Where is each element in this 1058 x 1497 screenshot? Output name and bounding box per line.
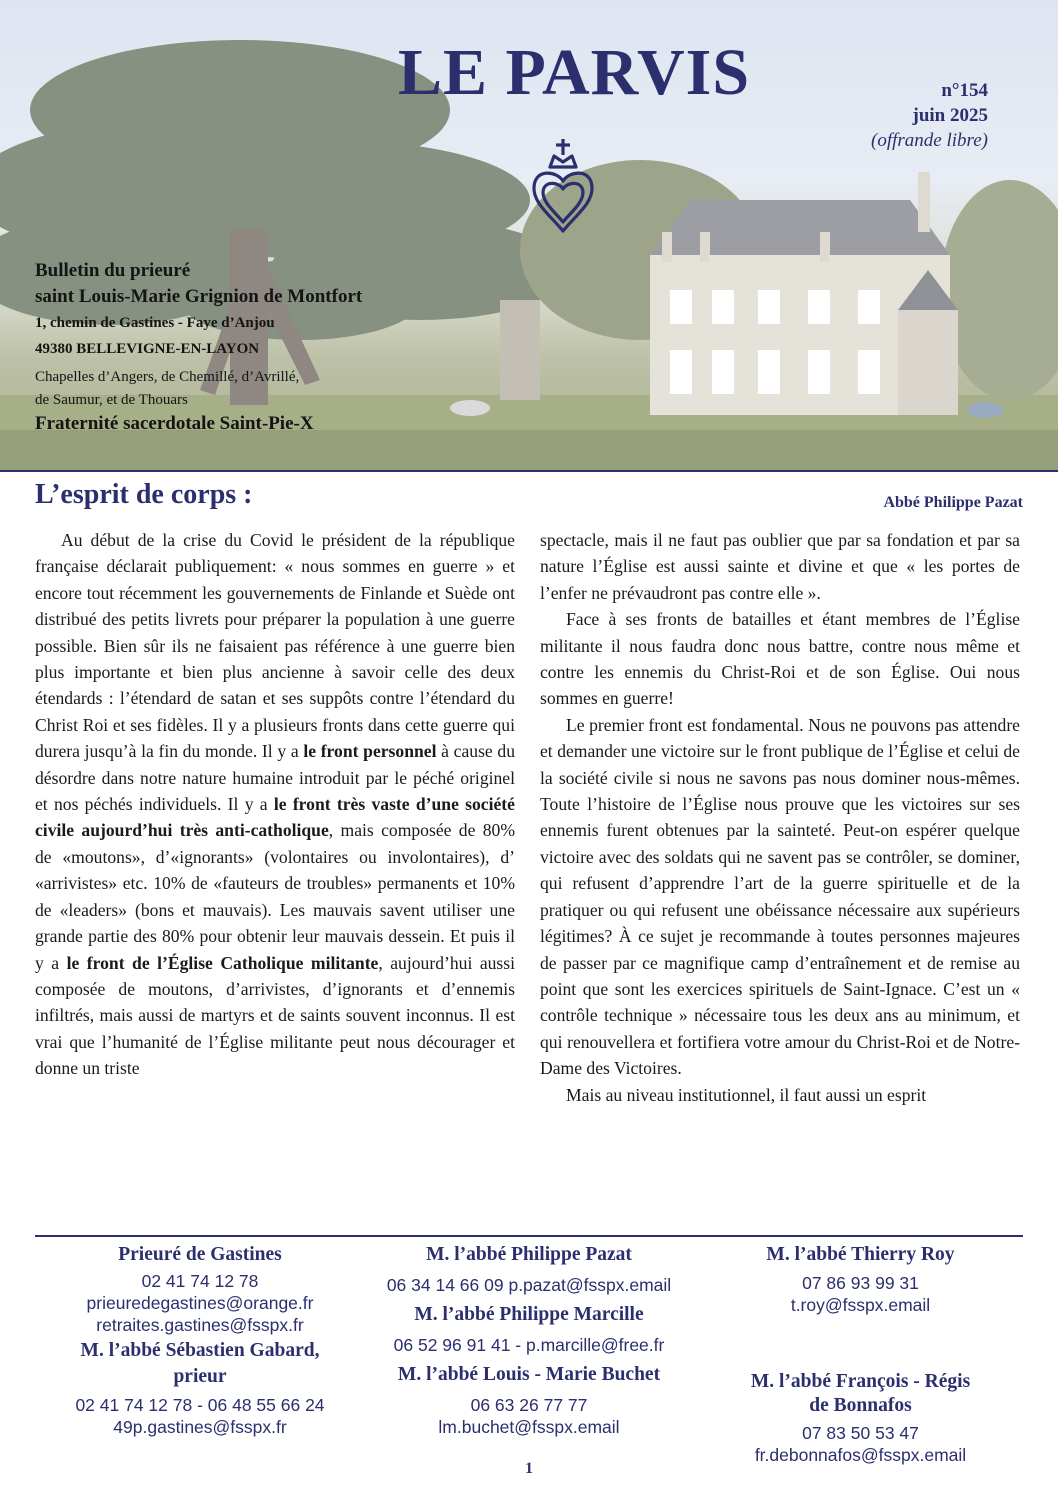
header-banner [0,0,1058,470]
masthead-title: LE PARVIS [398,36,751,109]
bold-phrase: le front personnel [303,741,437,762]
footer-divider [35,1235,1023,1237]
footer-contact-priory [35,1242,365,1438]
contact-name: M. l’abbé Sébastien Gabard, [80,1340,320,1361]
contact-phone: 07 86 93 99 31 [802,1273,919,1293]
contact-email[interactable]: lm.buchet@fsspx.email [438,1417,620,1437]
contact-phone: 02 41 74 12 78 - 06 48 55 66 24 [75,1395,325,1415]
contact-name: M. l’abbé Philippe Marcille [414,1304,644,1325]
bold-phrase: le front de l’Église Catholique militante [66,952,379,973]
contact-name: M. l’abbé Thierry Roy [766,1244,955,1265]
issue-number: n°154 [941,80,988,101]
issue-info [871,78,988,153]
bold-phrase: le front très vaste d’une société civile aujourd’hui très anti-catholique [35,794,515,841]
contact-email[interactable]: 49p.gastines@fsspx.fr [113,1417,287,1437]
contact-email[interactable]: t.roy@fsspx.email [790,1295,931,1315]
contact-details: 06 34 14 66 09 p.pazat@fsspx.email [386,1275,672,1295]
priory-name: saint Louis-Marie Grignion de Montfort [35,286,363,307]
contact-phone: 07 83 50 53 47 [802,1423,919,1443]
contact-name: M. l’abbé Louis - Marie Buchet [397,1364,661,1385]
article-byline: Abbé Philippe Pazat [883,494,1023,511]
paragraph: Le premier front est fondamental. Nous ne pouvons pas attendre et demander une victoire sur le front publique de l’Église et celui de la société civile si nous ne savons pas nous dominer nous-mêmes. Toute l’histoire de l’Église nous prouve que les victoires sur ses ennemis furent obtenues par la sainteté. Peut-on espérer quelque victoire avec des soldats qui ne savent pas se contrôler, se dominer, qui refusent d’apprendre l’art de la guerre spirituelle et de la pratiquer ou qui refusent une obéissance nécessaire aux supérieurs légitimes? À ce sujet je recommande à toutes personnes majeures de passer par ce magnifique camp d’entraînement et de remise au point que sont les exercices spirituels de Saint-Ignace. C’est un « contrôle technique » nécessaire tous les deux ans au minimum, et qui renouvellera et fortifiera votre amour du Christ-Roi et de Notre-Dame des Victoires. [540,714,1020,1079]
contact-name: M. l’abbé Philippe Pazat [426,1244,632,1265]
header-divider [0,470,1058,472]
priory-block [35,258,362,436]
priory-address-city: 49380 BELLEVIGNE-EN-LAYON [35,341,260,357]
contact-name: M. l’abbé François - Régis [750,1371,971,1392]
priory-chapels [35,366,362,412]
fraternity-name: Fraternité sacerdotale Saint-Pie-X [35,413,314,434]
paragraph: Au début de la crise du Covid le président de la république française déclarait publiquement: « nous sommes en guerre » et encore tout récemment les gouvernements de Finlande et Suède ont distribué des petits livrets pour préparer la population à une guerre possible. Bien sûr ils ne faisaient pas référence à une guerre bien plus importante et bien plus ancienne à savoir celle des deux étendards : l’étendard de satan et ses suppôts contre l’étendard du Christ Roi et ses fidèles. Il y a plusieurs fronts dans cette guerre qui durera jusqu’à la fin du monde. Il y a le front personnel à cause du désordre dans notre nature humaine introduit par le péché originel et nos péchés individuels. Il y a le front très vaste d’une société civile aujourd’hui très anti-catholique, mais composée de 80% de «moutons», d’«ignorants» (volontaires ou involontaires), d’ «arrivistes» etc. 10% de «fauteurs de troubles» permanents et 10% de «leaders» (bons et mauvais). Les mauvais savent utiliser une grande partie des 80% pour obtenir leur mauvais dessein. Et puis il y a le front de l’Église Catholique militante, aujourd’hui aussi composée de moutons, d’arrivistes, d’ignorants et d’ennemis infiltrés, mais aussi de martyrs et de saints souvent inconnus. Il est vrai que l’humanité de l’Église militante peut nous décourager et donne un triste [35,530,516,1079]
issue-date: juin 2025 [912,105,988,126]
priory-title: Bulletin du prieuré [35,260,191,281]
footer-contact-others [698,1242,1023,1466]
contact-phone: 02 41 74 12 78 [141,1271,259,1291]
contact-email[interactable]: fr.debonnafos@fsspx.email [754,1445,967,1465]
issue-offer: (offrande libre) [871,130,988,151]
contact-phone: 06 63 26 77 77 [470,1395,588,1415]
paragraph: Mais au niveau institutionnel, il faut aussi un esprit [566,1084,927,1105]
sacred-heart-emblem-icon [528,137,598,237]
contact-name-continued: de Bonnafos [809,1395,912,1416]
article-column-left [35,527,515,1082]
chapels-line-2: de Saumur, et de Thouars [35,392,188,408]
article-column-right [540,527,1020,1108]
chapels-line-1: Chapelles d’Angers, de Chemillé, d’Avrillé, [35,369,300,385]
page-number: 1 [525,1460,533,1477]
contact-details: 06 52 96 91 41 - p.marcille@free.fr [393,1335,665,1355]
paragraph: spectacle, mais il ne faut pas oublier que par sa fondation et par sa nature l’Église est aussi sainte et divine et que « les portes de l’enfer ne prévaudront pas contre elle ». [540,530,1020,603]
contact-role: prieur [173,1366,227,1387]
contact-email[interactable]: retraites.gastines@fsspx.fr [96,1315,304,1335]
priory-address-street: 1, chemin de Gastines - Faye d’Anjou [35,315,275,331]
article-title: L’esprit de corps : [35,479,253,510]
paragraph: Face à ses fronts de batailles et étant membres de l’Église militante il nous faudra donc nous battre, contre nous même et contre les ennemis du Christ-Roi et de son Église. Oui nous sommes en guerre! [540,609,1020,709]
contact-email[interactable]: prieuredegastines@orange.fr [86,1293,314,1313]
contact-name: Prieuré de Gastines [118,1244,282,1265]
footer-contact-priests [365,1242,693,1438]
